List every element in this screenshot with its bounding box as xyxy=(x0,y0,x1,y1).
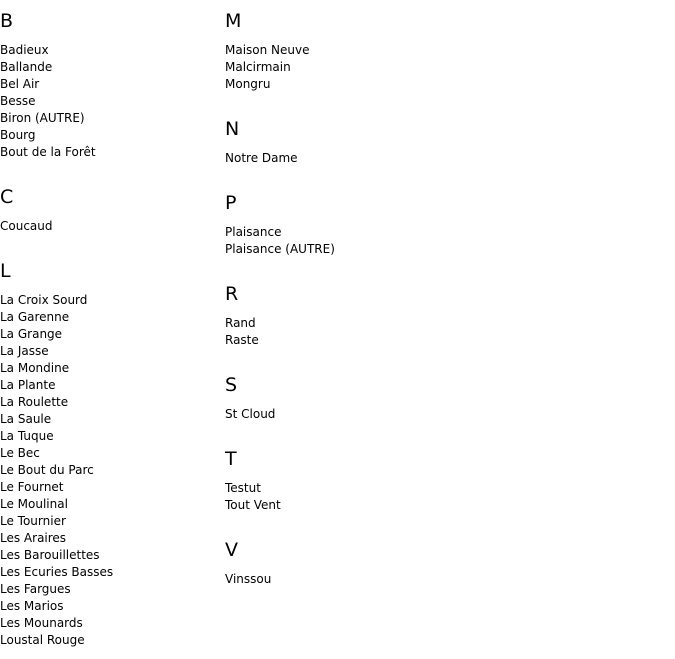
place-link[interactable]: Les Mounards xyxy=(0,616,83,630)
place-link[interactable]: Rand xyxy=(225,316,256,330)
left-column xyxy=(0,10,225,649)
place-list xyxy=(225,315,665,349)
place-link[interactable]: La Garenne xyxy=(0,310,70,324)
place-link[interactable]: St Cloud xyxy=(225,407,276,421)
place-link[interactable]: Les Araires xyxy=(0,531,67,545)
letter-heading: R xyxy=(225,283,239,305)
place-link[interactable]: Bel Air xyxy=(0,77,40,91)
place-link[interactable]: Les Marios xyxy=(0,599,64,613)
place-link[interactable]: La Grange xyxy=(0,327,63,341)
place-list xyxy=(225,42,665,93)
place-link[interactable]: La Croix Sourd xyxy=(0,293,88,307)
place-link[interactable]: Plaisance xyxy=(225,225,282,239)
place-link[interactable]: Le Tournier xyxy=(0,514,66,528)
place-list xyxy=(225,480,665,514)
letter-heading: V xyxy=(225,539,238,561)
place-link[interactable]: La Roulette xyxy=(0,395,69,409)
place-link[interactable]: Besse xyxy=(0,94,36,108)
place-list xyxy=(225,150,665,167)
letter-heading: T xyxy=(225,448,237,470)
letter-heading: N xyxy=(225,118,240,140)
place-list xyxy=(0,218,225,235)
place-list xyxy=(225,406,665,423)
letter-group-r xyxy=(225,283,665,349)
place-link[interactable]: Le Moulinal xyxy=(0,497,68,511)
place-link[interactable]: Badieux xyxy=(0,43,49,57)
place-link[interactable]: La Saule xyxy=(0,412,52,426)
place-link[interactable]: Notre Dame xyxy=(225,151,298,165)
letter-group-n xyxy=(225,118,665,167)
place-link[interactable]: Les Ecuries Basses xyxy=(0,565,114,579)
place-link[interactable]: Mongru xyxy=(225,77,271,91)
place-link[interactable]: Bourg xyxy=(0,128,36,142)
letter-heading: C xyxy=(0,186,14,208)
place-link[interactable]: La Plante xyxy=(0,378,56,392)
place-list xyxy=(225,224,665,258)
place-link[interactable]: La Mondine xyxy=(0,361,70,375)
place-link[interactable]: Raste xyxy=(225,333,259,347)
place-link[interactable]: Ballande xyxy=(0,60,53,74)
place-link[interactable]: La Jasse xyxy=(0,344,49,358)
place-link[interactable]: Loustal Rouge xyxy=(0,633,85,647)
place-link[interactable]: Les Barouillettes xyxy=(0,548,100,562)
letter-group-v xyxy=(225,539,665,588)
place-link[interactable]: Bout de la Forêt xyxy=(0,145,96,159)
place-link[interactable]: Malcirmain xyxy=(225,60,291,74)
letter-group-t xyxy=(225,448,665,514)
place-link[interactable]: Tout Vent xyxy=(225,498,281,512)
letter-heading: S xyxy=(225,374,238,396)
place-link[interactable]: Plaisance (AUTRE) xyxy=(225,242,335,256)
place-link[interactable]: Vinssou xyxy=(225,572,272,586)
letter-group-b xyxy=(0,10,225,161)
letter-group-c xyxy=(0,186,225,235)
right-column xyxy=(225,10,665,588)
letter-group-p xyxy=(225,192,665,258)
letter-heading: B xyxy=(0,10,14,32)
place-link[interactable]: Le Bec xyxy=(0,446,40,460)
place-list xyxy=(0,292,225,649)
place-list xyxy=(0,42,225,161)
place-link[interactable]: Biron (AUTRE) xyxy=(0,111,85,125)
place-link[interactable]: La Tuque xyxy=(0,429,54,443)
letter-group-s xyxy=(225,374,665,423)
place-link[interactable]: Maison Neuve xyxy=(225,43,310,57)
letter-heading: P xyxy=(225,192,237,214)
place-link[interactable]: Le Fournet xyxy=(0,480,64,494)
letter-heading: M xyxy=(225,10,242,32)
place-list xyxy=(225,571,665,588)
place-link[interactable]: Le Bout du Parc xyxy=(0,463,94,477)
place-link[interactable]: Coucaud xyxy=(0,219,53,233)
place-link[interactable]: Les Fargues xyxy=(0,582,71,596)
letter-heading: L xyxy=(0,260,11,282)
letter-group-l xyxy=(0,260,225,649)
letter-group-m xyxy=(225,10,665,93)
place-link[interactable]: Testut xyxy=(225,481,261,495)
